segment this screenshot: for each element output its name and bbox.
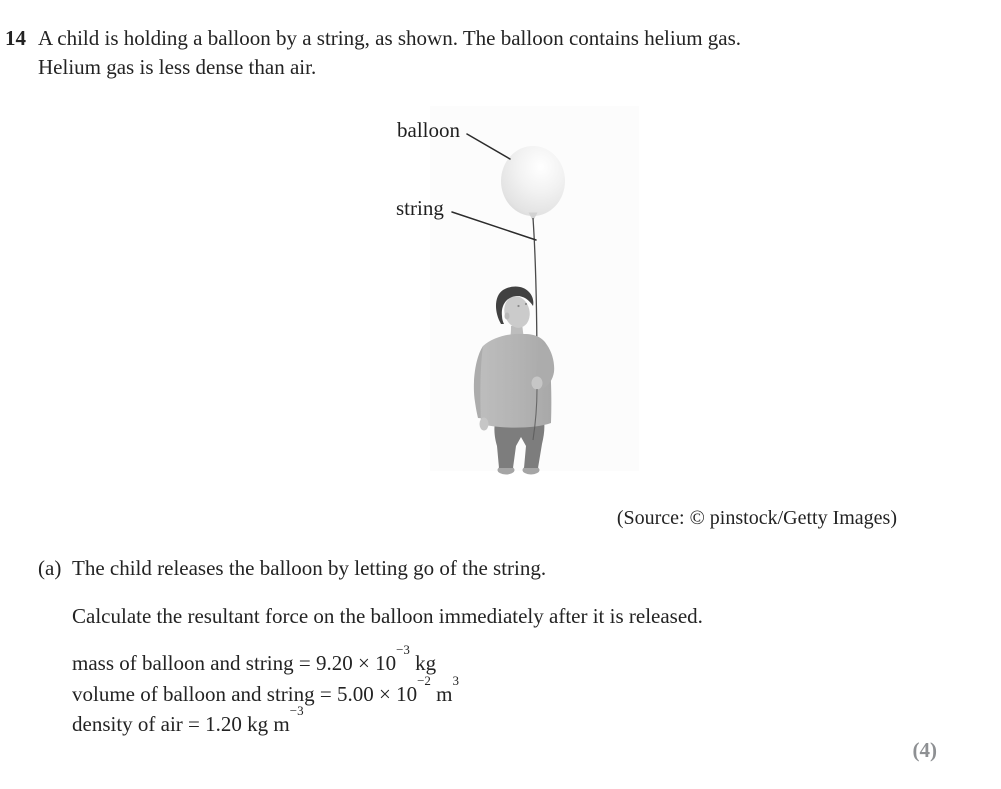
volume-unit: m [430, 682, 453, 706]
ear [505, 313, 510, 320]
part-a-line [38, 556, 546, 581]
left-eye [517, 305, 519, 307]
density-exponent: −3 [289, 703, 304, 718]
marks-badge: (4) [912, 738, 937, 762]
volume-unit-exponent: 3 [452, 673, 460, 688]
volume-data-line [72, 673, 460, 707]
right-hand [532, 377, 543, 390]
left-hand [480, 418, 489, 431]
balloon-child-photo [380, 103, 645, 481]
part-a-instruction: Calculate the resultant force on the balloon immediately after it is released. [72, 604, 703, 628]
image-source-credit: (Source: © pinstock/Getty Images) [616, 507, 897, 529]
question-number: 14 [5, 26, 26, 50]
volume-value: volume of balloon and string = 5.00 × 10 [72, 682, 418, 706]
balloon-shape [501, 146, 565, 216]
mass-exponent: −3 [396, 642, 410, 657]
question-text-line-1: A child is holding a balloon by a string, as shown. The balloon contains helium gas. [38, 26, 742, 50]
question-line-1 [5, 26, 741, 51]
right-eye [525, 303, 527, 305]
mass-unit: kg [409, 651, 437, 675]
volume-exponent: −2 [417, 673, 431, 688]
mass-data-line [72, 642, 437, 676]
density-value: density of air = 1.20 kg m [72, 712, 290, 736]
part-a-label: (a) [38, 556, 62, 580]
question-text-line-2: Helium gas is less dense than air. [38, 55, 317, 79]
string-label: string [396, 196, 444, 220]
part-a-intro: The child releases the balloon by letting go of the string. [72, 556, 547, 580]
balloon-label: balloon [397, 118, 460, 142]
density-data-line [72, 703, 304, 737]
mass-value: mass of balloon and string = 9.20 × 10 [72, 651, 397, 675]
